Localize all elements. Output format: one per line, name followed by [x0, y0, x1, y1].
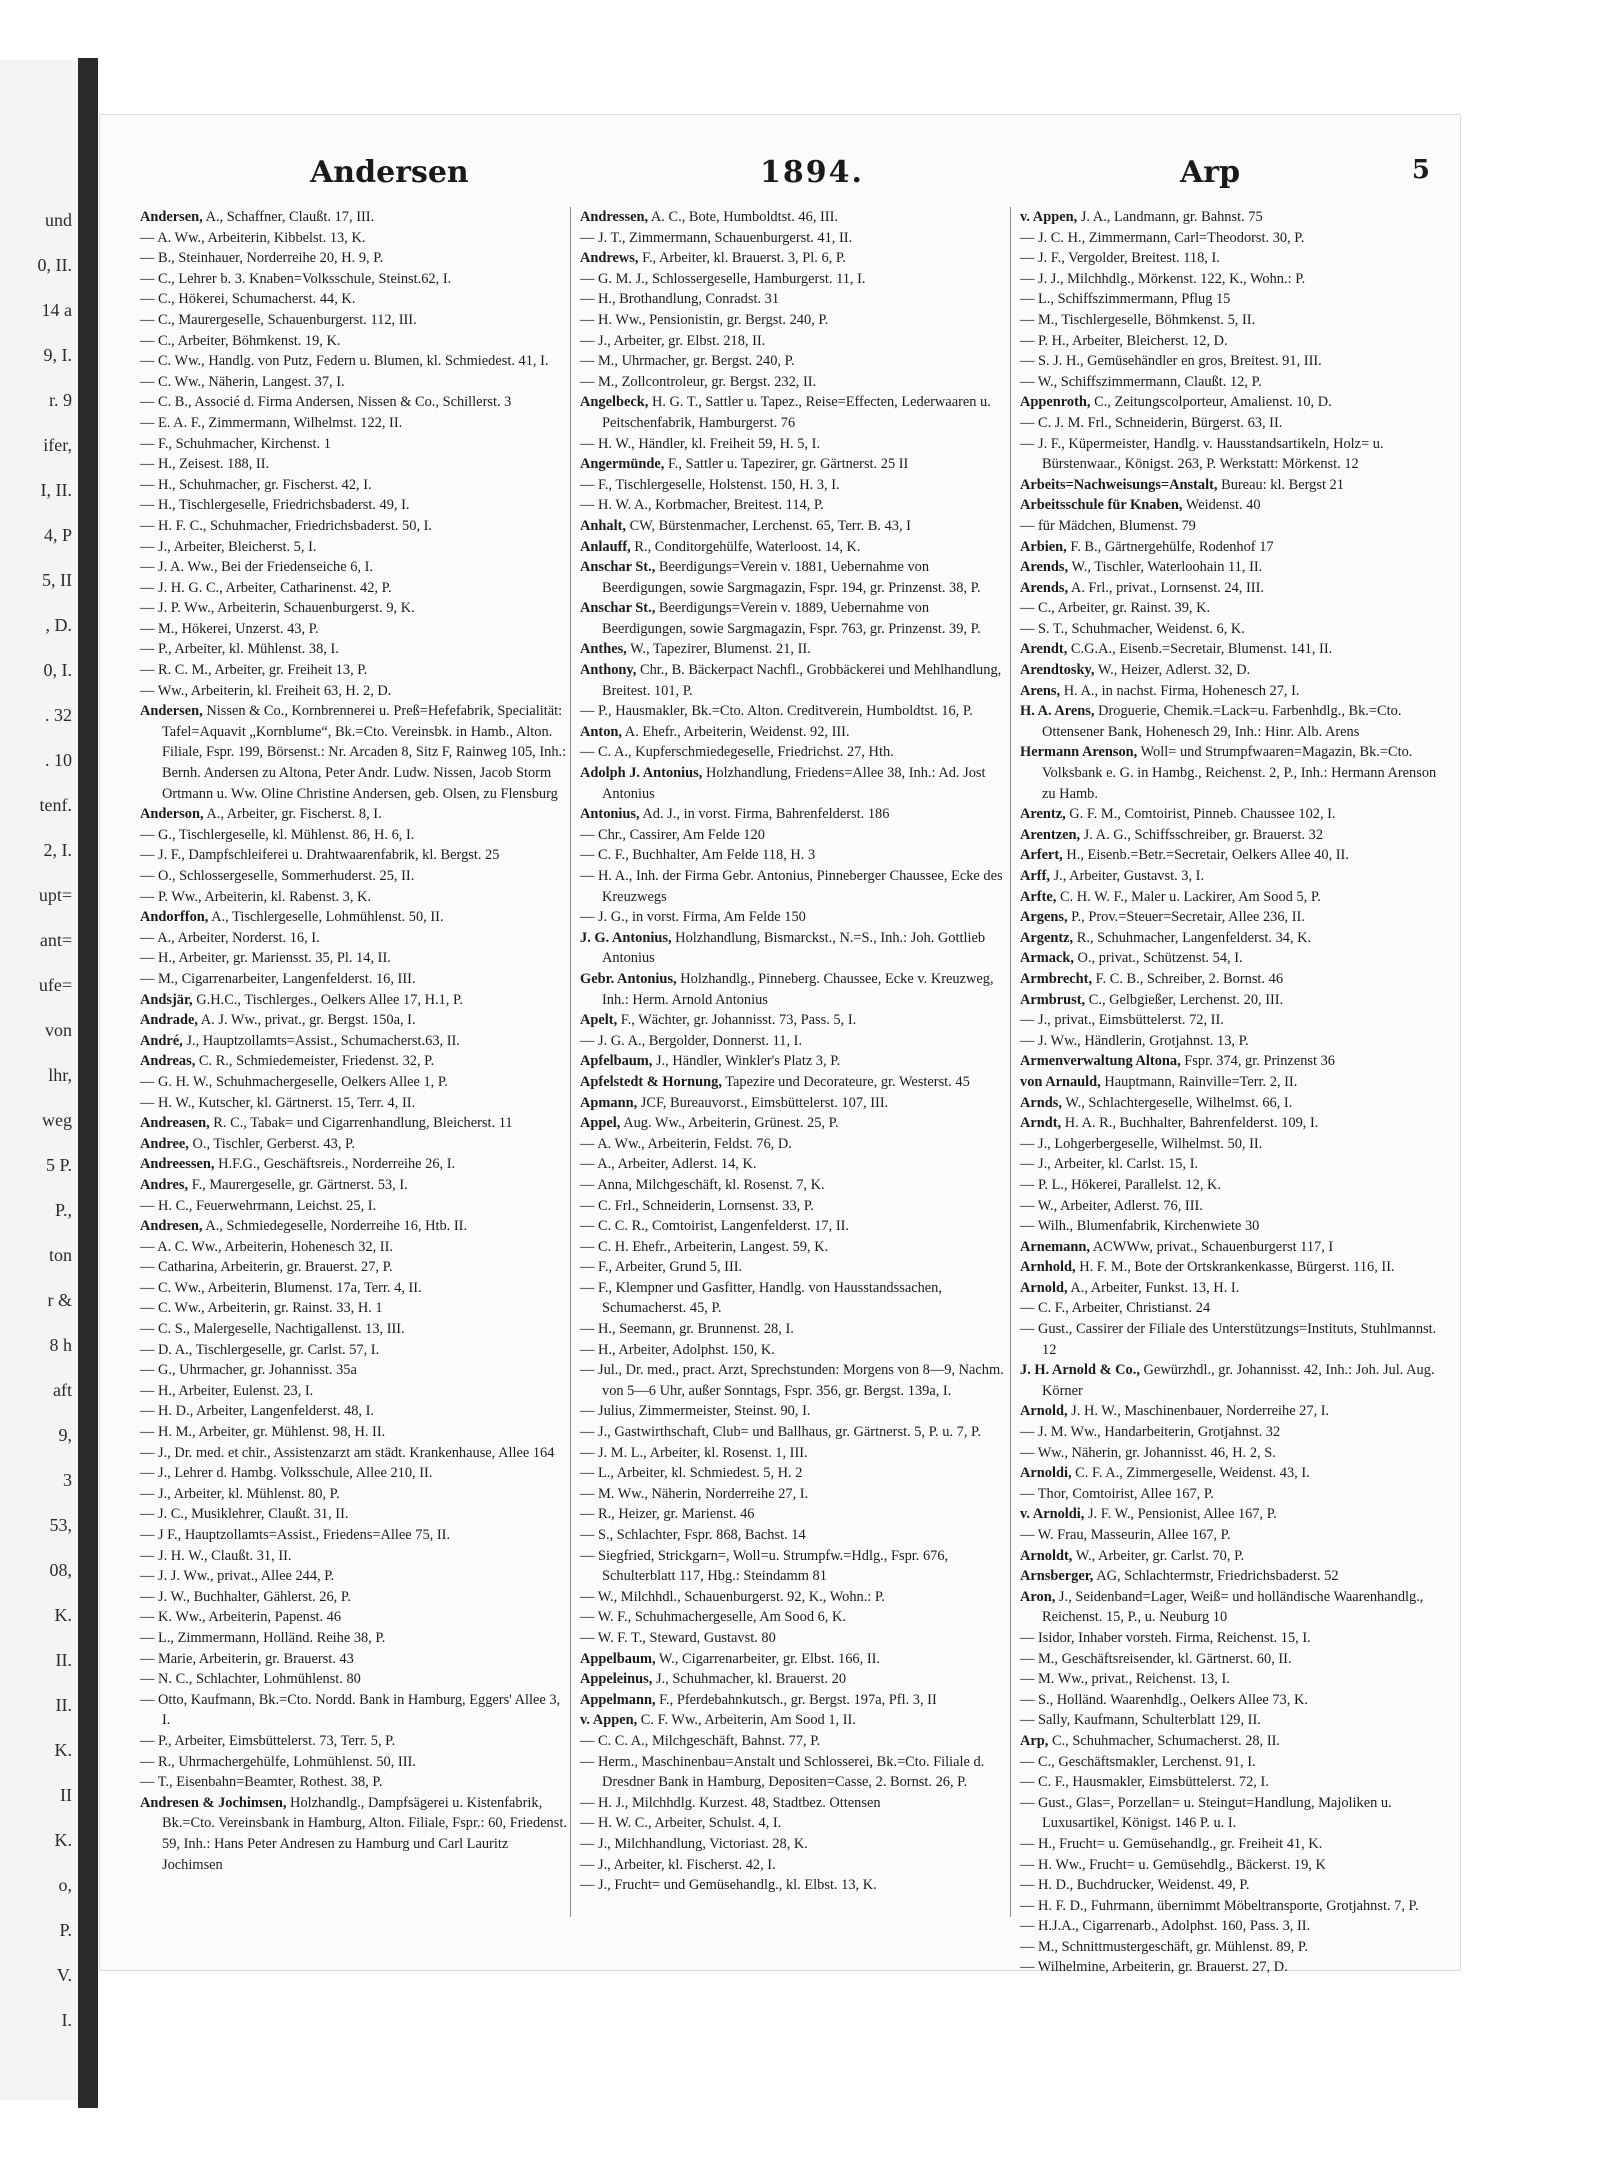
directory-entry: Andreessen, H.F.G., Geschäftsreis., Norderreihe 26, I.: [140, 1156, 456, 1173]
directory-entry: — J. G., in vorst. Firma, Am Felde 150: [580, 909, 806, 926]
directory-entry: — R., Heizer, gr. Marienst. 46: [580, 1506, 755, 1523]
left-page-fragment: ifer,: [43, 435, 72, 455]
directory-entry: — C., Hökerei, Schumacherst. 44, K.: [140, 291, 356, 308]
left-page-fragment: upt=: [38, 885, 72, 905]
directory-entry: Arnhold, H. F. M., Bote der Ortskrankenkasse, Bürgerst. 116, II.: [1020, 1259, 1395, 1276]
directory-entry: — J. C., Musiklehrer, Claußt. 31, II.: [140, 1506, 349, 1523]
directory-entry: — C. Ww., Arbeiterin, gr. Rainst. 33, H. 1: [140, 1300, 383, 1317]
directory-entry: — H., Schuhmacher, gr. Fischerst. 42, I.: [140, 476, 372, 493]
directory-entry: — W. Frau, Masseurin, Allee 167, P.: [1020, 1527, 1231, 1543]
directory-entry: — H., Tischlergeselle, Friedrichsbaderst. 49, I.: [140, 497, 410, 514]
directory-entry: Andressen, A. C., Bote, Humboldtst. 46, III.: [580, 209, 838, 225]
directory-entry: Arnold, A., Arbeiter, Funkst. 13, H. I.: [1020, 1279, 1240, 1296]
left-page-fragment: II: [60, 1785, 72, 1805]
directory-column-3: [1020, 207, 1450, 1976]
directory-entry: Andresen & Jochimsen, Holzhandlg., Dampfsägerei u. Kistenfabrik, Bk.=Cto. Vereinsbank in Hamburg, Alton. Filiale, Fspr.: 60, Friedenst. 59, Inh.: Hans Peter Andresen zu Hamburg und Carl Lauritz Jochimsen: [140, 1794, 567, 1873]
directory-entry: Andrade, A. J. Ww., privat., gr. Bergst. 150a, I.: [140, 1012, 416, 1029]
left-page-fragment: ton: [48, 1245, 72, 1265]
left-page-fragment: lhr,: [48, 1065, 72, 1085]
directory-entry: — N. C., Schlachter, Lohmühlenst. 80: [140, 1671, 361, 1688]
directory-entry: — S. J. H., Gemüsehändler en gros, Breitest. 91, III.: [1020, 353, 1322, 370]
directory-entry: — H. Ww., Pensionistin, gr. Bergst. 240, P.: [580, 311, 829, 328]
directory-entry: Gebr. Antonius, Holzhandlg., Pinneberg. Chaussee, Ecke v. Kreuzweg, Inh.: Herm. Arnold Antonius: [580, 970, 994, 1008]
directory-entry: — J. P. Ww., Arbeiterin, Schauenburgerst. 9, K.: [140, 600, 415, 617]
directory-entry: Andersen, A., Schaffner, Claußt. 17, III.: [140, 209, 375, 225]
directory-entry: — J., privat., Eimsbüttelerst. 72, II.: [1020, 1012, 1224, 1029]
directory-entry: — P., Hausmakler, Bk.=Cto. Alton. Creditverein, Humboldtst. 16, P.: [580, 703, 973, 720]
directory-entry: — C. F., Arbeiter, Christianst. 24: [1020, 1300, 1211, 1317]
directory-entry: — H. F. D., Fuhrmann, übernimmt Möbeltransporte, Grotjahnst. 7, P.: [1020, 1897, 1419, 1914]
directory-entry: — A. Ww., Arbeiterin, Kibbelst. 13, K.: [140, 229, 366, 246]
directory-entry: Andreas, C. R., Schmiedemeister, Friedenst. 32, P.: [140, 1053, 435, 1070]
directory-entry: Arentzen, J. A. G., Schiffsschreiber, gr. Brauerst. 32: [1020, 826, 1324, 843]
directory-entry: — J., Frucht= und Gemüsehandlg., kl. Elbst. 13, K.: [580, 1877, 877, 1894]
directory-entry: Arends, W., Tischler, Waterloohain 11, II.: [1020, 559, 1263, 576]
left-page-fragment: 0, I.: [43, 660, 72, 680]
directory-entry: — J., Dr. med. et chir., Assistenzarzt am städt. Krankenhause, Allee 164: [140, 1444, 555, 1461]
directory-entry: Arens, H. A., in nachst. Firma, Hohenesch 27, I.: [1020, 682, 1300, 699]
directory-entry: v. Appen, C. F. Ww., Arbeiterin, Am Sood 1, II.: [580, 1712, 856, 1729]
directory-entry: Arbeitsschule für Knaben, Weidenst. 40: [1020, 497, 1261, 514]
directory-entry: — W. F. T., Steward, Gustavst. 80: [580, 1629, 776, 1646]
page-header: [140, 155, 1440, 195]
directory-entry: Adolph J. Antonius, Holzhandlung, Friedens=Allee 38, Inh.: Ad. Jost Antonius: [580, 765, 986, 802]
directory-entry: — J., Arbeiter, kl. Carlst. 15, I.: [1020, 1156, 1199, 1173]
directory-entry: — C. A., Kupferschmiedegeselle, Friedrichst. 27, Hth.: [580, 744, 894, 761]
directory-entry: Armbrecht, F. C. B., Schreiber, 2. Bornst. 46: [1020, 970, 1284, 987]
directory-entry: Arnoldi, C. F. A., Zimmergeselle, Weidenst. 43, I.: [1020, 1465, 1310, 1482]
directory-entry: — P., Arbeiter, kl. Mühlenst. 38, I.: [140, 641, 339, 658]
directory-entry: — W., Schiffszimmermann, Claußt. 12, P.: [1020, 373, 1262, 390]
directory-entry: — G. H. W., Schuhmachergeselle, Oelkers Allee 1, P.: [140, 1073, 448, 1090]
left-page-fragment: 14 a: [41, 300, 72, 320]
directory-entry: Apfelstedt & Hornung, Tapezire und Decorateure, gr. Westerst. 45: [580, 1073, 970, 1090]
directory-entry: J. H. Arnold & Co., Gewürzhdl., gr. Johannisst. 42, Inh.: Joh. Jul. Aug. Körner: [1020, 1362, 1435, 1399]
directory-entry: Apelt, F., Wächter, gr. Johannisst. 73, Pass. 5, I.: [580, 1012, 857, 1029]
directory-entry: — J F., Hauptzollamts=Assist., Friedens=Allee 75, II.: [140, 1527, 451, 1543]
left-page-fragment: r. 9: [48, 390, 72, 410]
left-page-fragment: 2, I.: [43, 840, 72, 860]
directory-entry: — P., Arbeiter, Eimsbüttelerst. 73, Terr. 5, P.: [140, 1732, 396, 1749]
directory-entry: — C. S., Malergeselle, Nachtigallenst. 13, III.: [140, 1321, 405, 1338]
directory-entry: — P. Ww., Arbeiterin, kl. Rabenst. 3, K.: [140, 888, 372, 905]
directory-entry: — Sally, Kaufmann, Schulterblatt 129, II.: [1020, 1712, 1261, 1729]
directory-entry: Arbien, F. B., Gärtnergehülfe, Rodenhof 17: [1020, 538, 1274, 555]
directory-entry: Armbrust, C., Gelbgießer, Lerchenst. 20, III.: [1020, 991, 1284, 1008]
directory-entry: — J., Lohgerbergeselle, Wilhelmst. 50, II.: [1020, 1135, 1263, 1152]
directory-entry: — W., Milchhdl., Schauenburgerst. 92, K., Wohn.: P.: [580, 1588, 885, 1605]
directory-entry: — J., Arbeiter, kl. Fischerst. 42, I.: [580, 1856, 776, 1873]
directory-entry: — J., Lehrer d. Hambg. Volksschule, Allee 210, II.: [140, 1465, 433, 1482]
left-page-fragment: o,: [58, 1875, 72, 1895]
header-left-keyword: Andersen: [310, 155, 469, 190]
directory-entry: H. A. Arens, Droguerie, Chemik.=Lack=u. Farbenhdlg., Bk.=Cto. Ottensener Bank, Hohenesch 29, Inh.: Hinr. Alb. Arens: [1020, 703, 1402, 740]
directory-entry: — K. Ww., Arbeiterin, Papenst. 46: [140, 1609, 342, 1626]
left-page-fragment: , D.: [45, 615, 72, 635]
directory-entry: — H. W., Händler, kl. Freiheit 59, H. 5, I.: [580, 435, 821, 452]
directory-entry: Andres, F., Maurergeselle, gr. Gärtnerst. 53, I.: [140, 1176, 408, 1193]
directory-entry: — F., Klempner und Gasfitter, Handlg. von Hausstandssachen, Schumacherst. 45, P.: [580, 1279, 942, 1317]
directory-entry: — Wilh., Blumenfabrik, Kirchenwiete 30: [1020, 1218, 1260, 1235]
left-page-fragment: 53,: [49, 1515, 72, 1535]
directory-entry: Arnold, J. H. W., Maschinenbauer, Norderreihe 27, I.: [1020, 1403, 1330, 1420]
left-page-fragment: tenf.: [39, 795, 72, 815]
directory-entry: — H., Zeisest. 188, II.: [140, 456, 270, 473]
directory-entry: — J. F., Küpermeister, Handlg. v. Hausstandsartikeln, Holz= u. Bürstenwaar., Königst. 263, P. Werkstatt: Mörkenst. 12: [1020, 435, 1384, 473]
directory-entry: — Julius, Zimmermeister, Steinst. 90, I.: [580, 1403, 811, 1420]
directory-entry: — C. C. R., Comtoirist, Langenfelderst. 17, II.: [580, 1218, 849, 1235]
directory-entry: — C. J. M. Frl., Schneiderin, Bürgerst. 63, II.: [1020, 414, 1283, 431]
directory-entry: — J. H. G. C., Arbeiter, Catharinenst. 42, P.: [140, 579, 392, 596]
directory-entry: — A., Arbeiter, Adlerst. 14, K.: [580, 1156, 757, 1173]
directory-entry: — C., Geschäftsmakler, Lerchenst. 91, I.: [1020, 1753, 1256, 1770]
directory-entry: — W., Arbeiter, Adlerst. 76, III.: [1020, 1197, 1203, 1214]
directory-entry: Arnemann, ACWWw, privat., Schauenburgerst 117, I: [1020, 1238, 1334, 1255]
directory-entry: — A., Arbeiter, Norderst. 16, I.: [140, 929, 320, 946]
directory-entry: — H., Arbeiter, gr. Mariensst. 35, Pl. 14, II.: [140, 950, 391, 967]
directory-entry: — M., Schnittmustergeschäft, gr. Mühlenst. 89, P.: [1020, 1938, 1308, 1955]
directory-entry: Arndt, H. A. R., Buchhalter, Bahrenfelderst. 109, I.: [1020, 1115, 1319, 1132]
directory-entry: — H. D., Arbeiter, Langenfelderst. 48, I.: [140, 1403, 375, 1420]
directory-entry: — für Mädchen, Blumenst. 79: [1020, 517, 1196, 534]
directory-entry: — H. M., Arbeiter, gr. Mühlenst. 98, H. II.: [140, 1424, 386, 1441]
directory-entry: — J., Arbeiter, Bleicherst. 5, I.: [140, 538, 317, 555]
left-page-fragment: ufe=: [38, 975, 72, 995]
directory-entry: — H., Brothandlung, Conradst. 31: [580, 291, 780, 308]
directory-entry: — C. F., Buchhalter, Am Felde 118, H. 3: [580, 847, 816, 864]
header-year: 1894.: [760, 155, 864, 190]
directory-entry: André, J., Hauptzollamts=Assist., Schumacherst.63, II.: [140, 1032, 460, 1049]
directory-entry: — J., Milchhandlung, Victoriast. 28, K.: [580, 1835, 808, 1852]
left-page-fragment: I.: [61, 2010, 72, 2030]
left-page-fragment: ant=: [39, 930, 72, 950]
directory-entry: Anthony, Chr., B. Bäckerpact Nachfl., Grobbäckerei und Mehlhandlung, Breitest. 101, P.: [580, 662, 1002, 699]
directory-entry: — H., Frucht= u. Gemüsehandlg., gr. Freiheit 41, K.: [1020, 1835, 1323, 1852]
left-page-fragment: 5, II: [42, 570, 72, 590]
directory-entry: — M., Geschäftsreisender, kl. Gärtnerst. 60, II.: [1020, 1650, 1292, 1667]
directory-entry: — L., Zimmermann, Holländ. Reihe 38, P.: [140, 1629, 386, 1646]
directory-entry: — R., Uhrmachergehülfe, Lohmühlenst. 50, III.: [140, 1753, 416, 1770]
directory-entry: — Ww., Näherin, gr. Johannisst. 46, H. 2, S.: [1020, 1444, 1276, 1461]
directory-entry: Arnsberger, AG, Schlachtermstr, Friedrichsbaderst. 52: [1020, 1568, 1339, 1585]
directory-entry: Armack, O., privat., Schützenst. 54, I.: [1020, 950, 1243, 967]
directory-entry: Appeleinus, J., Schuhmacher, kl. Brauerst. 20: [580, 1671, 847, 1688]
directory-entry: Arnds, W., Schlachtergeselle, Wilhelmst. 66, I.: [1020, 1094, 1293, 1111]
directory-entry: Arends, A. Frl., privat., Lornsenst. 24, III.: [1020, 579, 1264, 596]
directory-entry: Hermann Arenson, Woll= und Strumpfwaaren=Magazin, Bk.=Cto. Volksbank e. G. in Hambg., Reichenst. 2, P., Inh.: Hermann Arenson zu Hamb.: [1020, 744, 1437, 802]
directory-entry: — C. Ww., Handlg. von Putz, Federn u. Blumen, kl. Schmiedest. 41, I.: [140, 353, 549, 370]
directory-entry: Argens, P., Prov.=Steuer=Secretair, Allee 236, II.: [1020, 909, 1305, 926]
directory-entry: — J. M. Ww., Handarbeiterin, Grotjahnst. 32: [1020, 1424, 1281, 1441]
directory-entry: — H., Seemann, gr. Brunnenst. 28, I.: [580, 1321, 794, 1338]
directory-entry: — D. A., Tischlergeselle, gr. Carlst. 57, I.: [140, 1341, 380, 1358]
directory-entry: — J., Gastwirthschaft, Club= und Ballhaus, gr. Gärtnerst. 5, P. u. 7, P.: [580, 1424, 982, 1441]
left-page-fragment: 9,: [58, 1425, 72, 1445]
left-page-fragment: II.: [55, 1650, 72, 1670]
directory-entry: — J. Ww., Händlerin, Grotjahnst. 13, P.: [1020, 1032, 1249, 1049]
left-page-fragment: I, II.: [40, 480, 72, 500]
directory-entry: — F., Tischlergeselle, Holstenst. 150, H. 3, I.: [580, 476, 840, 493]
directory-entry: — Thor, Comtoirist, Allee 167, P.: [1020, 1485, 1214, 1502]
directory-entry: — J. C. H., Zimmermann, Carl=Theodorst. 30, P.: [1020, 229, 1305, 246]
left-page-fragment: weg: [42, 1110, 72, 1130]
directory-entry: — W. F., Schuhmachergeselle, Am Sood 6, K.: [580, 1609, 846, 1626]
directory-entry: Andersen, Nissen & Co., Kornbrennerei u. Preß=Hefefabrik, Specialität: Tafel=Aquavit „Kornblume“, Bk.=Cto. Vereinsbk. in Hamb., Alton. Filiale, Fspr. 199, Börsenst.: Nr. Arcaden 8, Sitz F, Rainweg 105, Inh.: Bernh. Andersen zu Altona, Peter Andr. Ludw. Nissen, Jacob Storm Ortmann u. Ww. Oline Christine Andersen, geb. Olsen, zu Flensburg: [140, 703, 567, 802]
column-rule: [570, 207, 571, 1917]
directory-entry: — H. W. C., Arbeiter, Schulst. 4, I.: [580, 1815, 782, 1832]
left-page-fragment: . 10: [45, 750, 72, 770]
directory-entry: Andorffon, A., Tischlergeselle, Lohmühlenst. 50, II.: [140, 909, 444, 926]
directory-entry: — C. Ww., Näherin, Langest. 37, I.: [140, 373, 345, 390]
left-page-fragment: 0, II.: [37, 255, 72, 275]
directory-entry: — R. C. M., Arbeiter, gr. Freiheit 13, P.: [140, 662, 368, 679]
directory-entry: — Ww., Arbeiterin, kl. Freiheit 63, H. 2, D.: [140, 682, 392, 699]
directory-entry: — C. C. A., Milchgeschäft, Bahnst. 77, P.: [580, 1732, 821, 1749]
directory-entry: — S., Holländ. Waarenhdlg., Oelkers Allee 73, K.: [1020, 1691, 1308, 1708]
directory-entry: — F., Schuhmacher, Kirchenst. 1: [140, 435, 331, 452]
directory-entry: — C., Maurergeselle, Schauenburgerst. 112, III.: [140, 311, 417, 328]
left-page-fragment: 9, I.: [43, 345, 72, 365]
left-page-fragment: V.: [56, 1965, 72, 1985]
directory-entry: Appelbaum, W., Cigarrenarbeiter, gr. Elbst. 166, II.: [580, 1650, 881, 1667]
left-page-fragment: aft: [53, 1380, 72, 1400]
directory-entry: von Arnauld, Hauptmann, Rainville=Terr. 2, II.: [1020, 1073, 1298, 1090]
directory-entry: — C. H. Ehefr., Arbeiterin, Langest. 59, K.: [580, 1238, 829, 1255]
directory-entry: — C., Arbeiter, Böhmkenst. 19, K.: [140, 332, 341, 349]
left-page-fragment: r &: [47, 1290, 72, 1310]
directory-entry: — S., Schlachter, Fspr. 868, Bachst. 14: [580, 1527, 806, 1543]
directory-entry: — Gust., Glas=, Porzellan= u. Steingut=Handlung, Majoliken u. Luxusartikel, Königst. 146 P. u. I.: [1020, 1794, 1392, 1832]
directory-entry: Angelbeck, H. G. T., Sattler u. Tapez., Reise=Effecten, Lederwaaren u. Peitschenfabrik, Hamburgerst. 76: [580, 394, 991, 431]
directory-entry: Appenroth, C., Zeitungscolporteur, Amalienst. 10, D.: [1020, 394, 1332, 411]
directory-entry: — Gust., Cassirer der Filiale des Unterstützungs=Instituts, Stuhlmannst. 12: [1020, 1321, 1437, 1358]
directory-entry: Arp, C., Schuhmacher, Schumacherst. 28, II.: [1020, 1732, 1281, 1749]
directory-entry: — C. Frl., Schneiderin, Lornsenst. 33, P.: [580, 1197, 814, 1214]
directory-entry: — C., Lehrer b. 3. Knaben=Volksschule, Steinst.62, I.: [140, 270, 452, 287]
directory-entry: Andsjär, G.H.C., Tischlerges., Oelkers Allee 17, H.1, P.: [140, 991, 464, 1008]
directory-entry: — J. F., Vergolder, Breitest. 118, I.: [1020, 250, 1220, 267]
directory-entry: Arendtosky, W., Heizer, Adlerst. 32, D.: [1020, 662, 1251, 679]
directory-entry: — G., Uhrmacher, gr. Johannisst. 35a: [140, 1362, 357, 1379]
directory-entry: — H., Arbeiter, Adolphst. 150, K.: [580, 1341, 775, 1358]
left-page-fragment: und: [45, 210, 72, 230]
directory-entry: — M. Ww., privat., Reichenst. 13, I.: [1020, 1671, 1230, 1688]
directory-entry: — A. C. Ww., Arbeiterin, Hohenesch 32, II.: [140, 1238, 393, 1255]
directory-entry: — J. J., Milchhdlg., Mörkenst. 122, K., Wohn.: P.: [1020, 270, 1306, 287]
directory-entry: — Wilhelmine, Arbeiterin, gr. Brauerst. 27, D.: [1020, 1959, 1288, 1976]
directory-entry: — G., Tischlergeselle, kl. Mühlenst. 86, H. 6, I.: [140, 826, 415, 843]
directory-entry: Andrews, F., Arbeiter, kl. Brauerst. 3, Pl. 6, P.: [580, 250, 846, 267]
directory-entry: — H. Ww., Frucht= u. Gemüsehdlg., Bäckerst. 19, K: [1020, 1856, 1326, 1873]
left-page-fragment: K.: [54, 1605, 72, 1625]
directory-entry: Aron, J., Seidenband=Lager, Weiß= und holländische Waarenhandlg., Reichenst. 15, P., u. Neuburg 10: [1020, 1588, 1424, 1626]
directory-entry: Arff, J., Arbeiter, Gustavst. 3, I.: [1020, 868, 1205, 884]
directory-entry: Arfte, C. H. W. F., Maler u. Lackirer, Am Sood 5, P.: [1020, 888, 1321, 905]
directory-entry: Apmann, JCF, Bureauvorst., Eimsbüttelerst. 107, III.: [580, 1094, 889, 1111]
directory-entry: Andree, O., Tischler, Gerberst. 43, P.: [140, 1135, 356, 1152]
directory-entry: Andresen, A., Schmiedegeselle, Norderreihe 16, Htb. II.: [140, 1218, 468, 1235]
directory-entry: — G. M. J., Schlossergeselle, Hamburgerst. 11, I.: [580, 270, 866, 287]
directory-column-2: [580, 207, 1010, 1927]
directory-entry: — J. H. W., Claußt. 31, II.: [140, 1547, 292, 1564]
directory-entry: — P. H., Arbeiter, Bleicherst. 12, D.: [1020, 332, 1228, 349]
left-page-fragment: 5 P.: [45, 1155, 72, 1175]
left-page-fragment: P.,: [54, 1200, 72, 1220]
directory-entry: — H. C., Feuerwehrmann, Leichst. 25, I.: [140, 1197, 377, 1214]
directory-entry: — Marie, Arbeiterin, gr. Brauerst. 43: [140, 1650, 354, 1667]
directory-entry: — C. Ww., Arbeiterin, Blumenst. 17a, Terr. 4, II.: [140, 1279, 422, 1296]
directory-entry: — M., Cigarrenarbeiter, Langenfelderst. 16, III.: [140, 970, 416, 987]
directory-entry: — Siegfried, Strickgarn=, Woll=u. Strumpfw.=Hdlg., Fspr. 676, Schulterblatt 117, Hbg.: Steindamm 81: [580, 1547, 949, 1585]
directory-entry: — H. A., Inh. der Firma Gebr. Antonius, Pinneberger Chaussee, Ecke des Kreuzwegs: [580, 868, 1003, 905]
directory-entry: — H., Arbeiter, Eulenst. 23, I.: [140, 1382, 314, 1399]
directory-entry: — J. J. Ww., privat., Allee 244, P.: [140, 1568, 335, 1585]
directory-entry: — Otto, Kaufmann, Bk.=Cto. Nordd. Bank in Hamburg, Eggers' Allee 3, I.: [140, 1691, 561, 1729]
directory-entry: — M., Zollcontroleur, gr. Bergst. 232, II.: [580, 373, 817, 390]
directory-entry: — J. M. L., Arbeiter, kl. Rosenst. 1, III.: [580, 1444, 808, 1461]
directory-entry: Anhalt, CW, Bürstenmacher, Lerchenst. 65, Terr. B. 43, I: [580, 517, 911, 534]
directory-entry: — L., Arbeiter, kl. Schmiedest. 5, H. 2: [580, 1465, 803, 1482]
left-page-fragment: 4, P: [43, 525, 72, 545]
directory-entry: — C., Arbeiter, gr. Rainst. 39, K.: [1020, 600, 1211, 617]
directory-entry: — H. J., Milchhdlg. Kurzest. 48, Stadtbez. Ottensen: [580, 1794, 881, 1811]
page-number: 5: [1411, 155, 1430, 185]
directory-entry: Anschar St., Beerdigungs=Verein v. 1889, Uebernahme von Beerdigungen, sowie Sargmagazin, Fspr. 763, gr. Prinzenst. 39, P.: [580, 600, 981, 637]
header-right-keyword: Arp: [1180, 155, 1241, 190]
left-page-fragment: 3: [63, 1470, 72, 1490]
directory-entry: Apfelbaum, J., Händler, Winkler's Platz 3, P.: [580, 1053, 841, 1070]
left-page-fragment: 08,: [49, 1560, 72, 1580]
directory-entry: Arnoldt, W., Arbeiter, gr. Carlst. 70, P.: [1020, 1547, 1245, 1564]
directory-entry: — M. Ww., Näherin, Norderreihe 27, I.: [580, 1485, 809, 1502]
left-page-fragment: 8 h: [49, 1335, 72, 1355]
left-page-edge-text: [0, 60, 80, 2100]
directory-entry: — C. B., Associé d. Firma Andersen, Nissen & Co., Schillerst. 3: [140, 394, 512, 411]
column-rule: [1010, 207, 1011, 1917]
directory-entry: — Catharina, Arbeiterin, gr. Brauerst. 27, P.: [140, 1259, 393, 1276]
directory-entry: Armenverwaltung Altona, Fspr. 374, gr. Prinzenst 36: [1020, 1053, 1335, 1070]
directory-entry: Arendt, C.G.A., Eisenb.=Secretair, Blumenst. 141, II.: [1020, 641, 1333, 658]
directory-entry: — Anna, Milchgeschäft, kl. Rosenst. 7, K.: [580, 1176, 825, 1193]
directory-entry: — Herm., Maschinenbau=Anstalt und Schlosserei, Bk.=Cto. Filiale d. Dresdner Bank in Hamburg, Depositen=Casse, 2. Bornst. 26, P.: [580, 1753, 985, 1791]
left-page-margin: [0, 60, 80, 2100]
directory-entry: — B., Steinhauer, Norderreihe 20, H. 9, P.: [140, 250, 384, 267]
left-page-fragment: K.: [54, 1830, 72, 1850]
left-page-fragment: II.: [55, 1695, 72, 1715]
directory-entry: Anton, A. Ehefr., Arbeiterin, Weidenst. 92, III.: [580, 723, 850, 740]
directory-entry: Anschar St., Beerdigungs=Verein v. 1881, Uebernahme von Beerdigungen, sowie Sargmagazin, Fspr. 194, gr. Prinzenst. 38, P.: [580, 559, 981, 596]
directory-entry: — Isidor, Inhaber vorsteh. Firma, Reichenst. 15, I.: [1020, 1629, 1311, 1646]
directory-entry: — L., Schiffszimmermann, Pflug 15: [1020, 291, 1231, 308]
directory-entry: v. Arnoldi, J. F. W., Pensionist, Allee 167, P.: [1020, 1506, 1277, 1523]
directory-entry: — H. W., Kutscher, kl. Gärtnerst. 15, Terr. 4, II.: [140, 1094, 416, 1111]
directory-entry: v. Appen, J. A., Landmann, gr. Bahnst. 75: [1020, 209, 1263, 225]
directory-entry: — F., Arbeiter, Grund 5, III.: [580, 1259, 743, 1276]
directory-entry: — T., Eisenbahn=Beamter, Rothest. 38, P.: [140, 1774, 383, 1791]
directory-entry: — O., Schlossergeselle, Sommerhuderst. 25, II.: [140, 868, 415, 884]
directory-entry: — J. T., Zimmermann, Schauenburgerst. 41, II.: [580, 229, 853, 246]
directory-entry: — J. F., Dampfschleiferei u. Drahtwaarenfabrik, kl. Bergst. 25: [140, 847, 500, 864]
directory-entry: — C. F., Hausmakler, Eimsbüttelerst. 72, I.: [1020, 1774, 1269, 1791]
directory-entry: — H. W. A., Korbmacher, Breitest. 114, P.: [580, 497, 824, 514]
left-page-fragment: . 32: [45, 705, 72, 725]
directory-entry: — M., Tischlergeselle, Böhmkenst. 5, II.: [1020, 311, 1256, 328]
directory-entry: — H. F. C., Schuhmacher, Friedrichsbaderst. 50, I.: [140, 517, 433, 534]
left-page-fragment: von: [45, 1020, 72, 1040]
directory-entry: Anthes, W., Tapezirer, Blumenst. 21, II.: [580, 641, 811, 658]
directory-entry: — S. T., Schuhmacher, Weidenst. 6, K.: [1020, 620, 1245, 637]
book-gutter: [78, 58, 98, 2108]
directory-entry: Anderson, A., Arbeiter, gr. Fischerst. 8, I.: [140, 806, 382, 823]
directory-entry: — J. A. Ww., Bei der Friedenseiche 6, I.: [140, 559, 373, 576]
directory-entry: — Jul., Dr. med., pract. Arzt, Sprechstunden: Morgens von 8—9, Nachm. von 5—6 Uhr, außer Sonntags, Fspr. 356, gr. Bergst. 139a, I.: [580, 1362, 1004, 1399]
directory-entry: — J., Arbeiter, gr. Elbst. 218, II.: [580, 332, 766, 349]
directory-entry: — J. G. A., Bergolder, Donnerst. 11, I.: [580, 1032, 803, 1049]
directory-entry: Angermünde, F., Sattler u. Tapezirer, gr. Gärtnerst. 25 II: [580, 456, 909, 473]
directory-entry: Arentz, G. F. M., Comtoirist, Pinneb. Chaussee 102, I.: [1020, 806, 1336, 823]
directory-entry: — E. A. F., Zimmermann, Wilhelmst. 122, II.: [140, 414, 403, 431]
directory-entry: Antonius, Ad. J., in vorst. Firma, Bahrenfelderst. 186: [580, 806, 890, 823]
directory-page: [100, 115, 1460, 1976]
directory-column-1: [140, 207, 570, 1927]
left-page-fragment: K.: [54, 1740, 72, 1760]
directory-entry: — P. L., Hökerei, Parallelst. 12, K.: [1020, 1176, 1222, 1193]
directory-entry: Argentz, R., Schuhmacher, Langenfelderst. 34, K.: [1020, 929, 1312, 946]
directory-entry: Anlauff, R., Conditorgehülfe, Waterloost. 14, K.: [580, 538, 861, 555]
directory-entry: Arbeits=Nachweisungs=Anstalt, Bureau: kl. Bergst 21: [1020, 476, 1344, 493]
directory-entry: — H. D., Buchdrucker, Weidenst. 49, P.: [1020, 1877, 1250, 1894]
directory-entry: Appelmann, F., Pferdebahnkutsch., gr. Bergst. 197a, Pfl. 3, II: [580, 1691, 937, 1708]
directory-entry: Appel, Aug. Ww., Arbeiterin, Grünest. 25, P.: [580, 1115, 839, 1132]
directory-entry: Andreasen, R. C., Tabak= und Cigarrenhandlung, Bleicherst. 11: [140, 1115, 513, 1132]
directory-entry: J. G. Antonius, Holzhandlung, Bismarckst., N.=S., Inh.: Joh. Gottlieb Antonius: [580, 929, 986, 967]
directory-entry: — A. Ww., Arbeiterin, Feldst. 76, D.: [580, 1135, 792, 1152]
directory-entry: — M., Hökerei, Unzerst. 43, P.: [140, 620, 319, 637]
directory-entry: — M., Uhrmacher, gr. Bergst. 240, P.: [580, 353, 795, 370]
directory-entry: — Chr., Cassirer, Am Felde 120: [580, 826, 765, 843]
directory-entry: — J. W., Buchhalter, Gählerst. 26, P.: [140, 1588, 351, 1605]
directory-entry: — H.J.A., Cigarrenarb., Adolphst. 160, Pass. 3, II.: [1020, 1918, 1311, 1935]
left-page-fragment: P.: [59, 1920, 72, 1940]
directory-entry: Arfert, H., Eisenb.=Betr.=Secretair, Oelkers Allee 40, II.: [1020, 847, 1349, 864]
directory-entry: — J., Arbeiter, kl. Mühlenst. 80, P.: [140, 1485, 340, 1502]
